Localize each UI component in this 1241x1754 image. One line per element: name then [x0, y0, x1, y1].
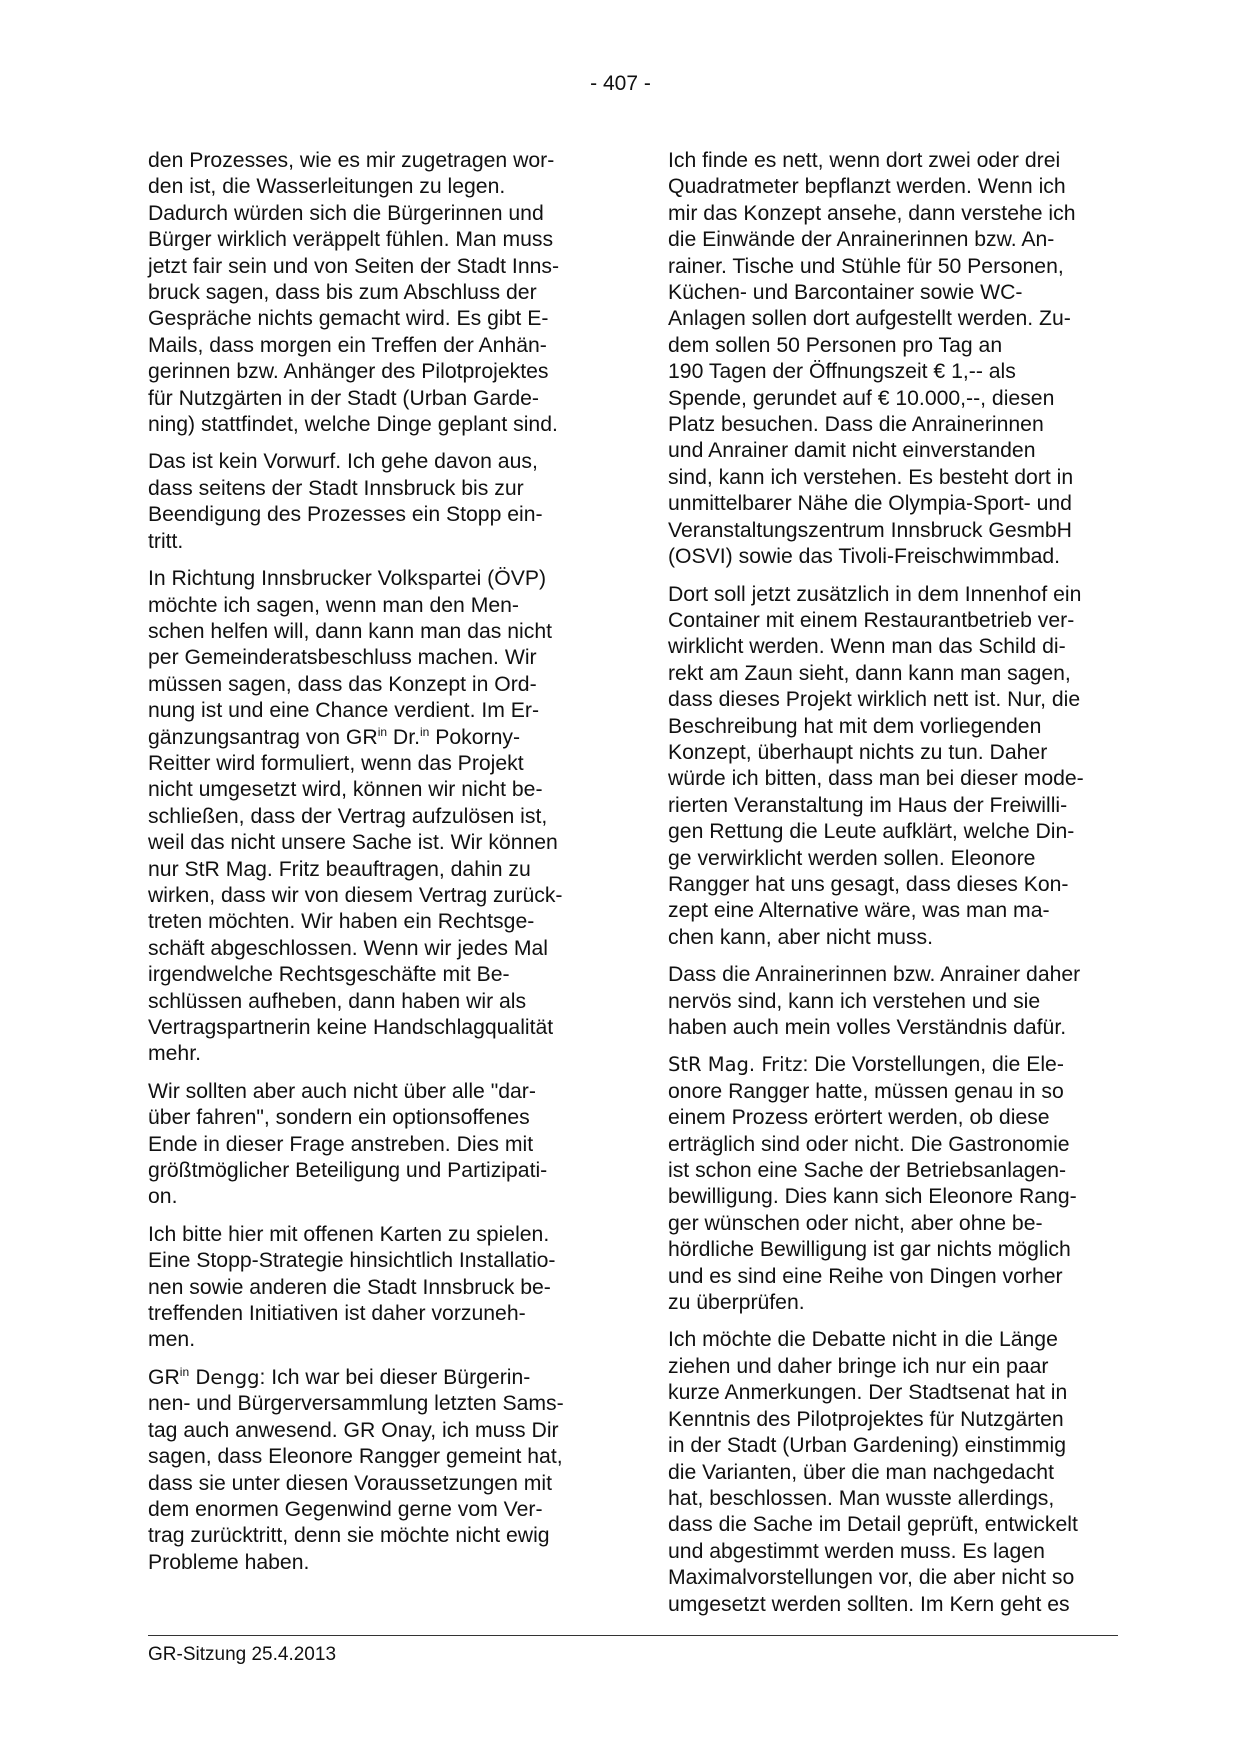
text-line: wirklicht werden. Wenn man das Schild di- [668, 635, 1066, 659]
speaker-line: StR Mag. Fritz: Die Vorstellungen, die Ele- [668, 1053, 1064, 1077]
text-line: Ich finde es nett, wenn dort zwei oder drei [668, 149, 1061, 172]
text-line: umgesetzt werden sollten. Im Kern geht es [668, 1592, 1070, 1616]
text-line: treffenden Initiativen ist daher vorzuneh- [148, 1302, 526, 1326]
text-line: den ist, die Wasserleitungen zu legen. [148, 175, 506, 199]
text-line: nicht umgesetzt wird, können wir nicht be- [148, 778, 543, 802]
speaker-line: $GR^{in}$ Dengg: Ich war bei dieser Bürgerin- [148, 1364, 531, 1389]
text-line: Ich möchte die Debatte nicht in die Länge [668, 1328, 1058, 1352]
text-line: und Anrainer damit nicht einverstanden [668, 439, 1036, 463]
text-line: würde ich bitten, dass man bei dieser mode- [668, 767, 1084, 791]
text-line: müssen sagen, dass das Konzept in Ord- [148, 672, 537, 696]
text-line: dass die Sache im Detail geprüft, entwickelt [668, 1513, 1078, 1537]
text-line: Quadratmeter bepflanzt werden. Wenn ich [668, 175, 1066, 199]
text-line: Bürger wirklich veräppelt fühlen. Man muss [148, 228, 554, 252]
text-line: nen sowie anderen die Stadt Innsbruck be- [148, 1275, 551, 1299]
text-line: dass sie unter diesen Voraussetzungen mit [148, 1471, 552, 1495]
text-line: onore Rangger hatte, müssen genau in so [668, 1079, 1064, 1103]
text-line: Maximalvorstellungen vor, die aber nicht so [668, 1566, 1075, 1590]
text-line: treten möchten. Wir haben ein Rechtsge- [148, 910, 535, 934]
text-line: Wir sollten aber auch nicht über alle "dar- [148, 1079, 536, 1103]
text-line: Küchen- und Barcontainer sowie WC- [668, 281, 1023, 305]
paragraph-lines [148, 1391, 598, 1576]
text-line: rekt am Zaun sieht, dann kann man sagen, [668, 661, 1071, 685]
text-line: hat, beschlossen. Man wusste allerdings, [668, 1486, 1055, 1510]
page-number: - 407 - [590, 72, 651, 95]
text-line: ning) stattfindet, welche Dinge geplant sind. [148, 413, 558, 437]
text-line: möchte ich sagen, wenn man den Men- [148, 593, 519, 617]
text-line: Probleme haben. [148, 1550, 310, 1574]
text-line: Konzept, überhaupt nichts zu tun. Daher [668, 740, 1048, 764]
text-line: Dort soll jetzt zusätzlich in dem Innenhof ein [668, 582, 1082, 606]
paragraph [668, 1052, 1118, 1316]
text-line: Spende, gerundet auf € 10.000,--, diesen [668, 386, 1055, 410]
text-line: irgendwelche Rechtsgeschäfte mit Be- [148, 963, 510, 987]
text-line: einem Prozess erörtert werden, ob diese [668, 1106, 1050, 1130]
text-line: größtmöglicher Beteiligung und Partizipati- [148, 1159, 548, 1183]
text-line: Ende in dieser Frage anstreben. Dies mit [148, 1132, 534, 1156]
speaker-name: StR Mag. Fritz [668, 1053, 803, 1077]
text-line: men. [148, 1328, 196, 1352]
text-line: Veranstaltungszentrum Innsbruck GesmbH [668, 518, 1072, 542]
text-line: (OSVI) sowie das Tivoli-Freischwimmbad. [668, 545, 1061, 569]
text-line: Dadurch würden sich die Bürgerinnen und [148, 201, 544, 225]
text-line: dem sollen 50 Personen pro Tag an [668, 333, 1003, 357]
text-line: dem enormen Gegenwind gerne vom Ver- [148, 1497, 543, 1521]
paragraph [668, 148, 1118, 571]
text-line: sagen, dass Eleonore Rangger gemeint hat, [148, 1445, 563, 1469]
text-line: tag auch anwesend. GR Onay, ich muss Dir [148, 1418, 559, 1442]
superscript: in [179, 1364, 190, 1379]
text-line: unmittelbarer Nähe die Olympia-Sport- und [668, 492, 1072, 516]
text-line: Gespräche nichts gemacht wird. Es gibt E- [148, 307, 549, 331]
footer-divider [148, 1635, 1118, 1636]
paragraph [148, 1222, 598, 1354]
text-line: und es sind eine Reihe von Dingen vorher [668, 1264, 1063, 1288]
text-line: wirken, dass wir von diesem Vertrag zurück- [148, 883, 563, 907]
text-line: hördliche Bewilligung ist gar nichts möglich [668, 1238, 1071, 1262]
text-line: die Einwände der Anrainerinnen bzw. An- [668, 228, 1055, 252]
text-line: ge verwirklicht werden sollen. Eleonore [668, 846, 1036, 870]
text-line: erträglich sind oder nicht. Die Gastronomie [668, 1132, 1070, 1156]
text-line: rainer. Tische und Stühle für 50 Personen, [668, 254, 1064, 278]
text-line: ziehen und daher bringe ich nur ein paar [668, 1354, 1049, 1378]
text-line: 190 Tagen der Öffnungszeit € 1,-- als [668, 360, 1016, 384]
text-line: nung ist und eine Chance verdient. Im Er- [148, 699, 540, 723]
text-line: über fahren", sondern ein optionsoffenes [148, 1106, 530, 1130]
text-line: ger wünschen oder nicht, aber ohne be- [668, 1211, 1043, 1235]
superscript: in [377, 724, 388, 739]
text-line: chen kann, aber nicht muss. [668, 925, 933, 949]
text-line: Eine Stopp-Strategie hinsichtlich Installatio- [148, 1249, 556, 1273]
paragraph [148, 566, 598, 1068]
footer-session-date: GR-Sitzung 25.4.2013 [148, 1644, 337, 1665]
text-line: mehr. [148, 1042, 201, 1066]
text-line: nen- und Bürgerversammlung letzten Sams- [148, 1392, 564, 1416]
right-column [668, 148, 1118, 1629]
text-line: trag zurücktritt, denn sie möchte nicht ewig [148, 1524, 550, 1548]
text-line: tritt. [148, 529, 184, 553]
text-line: zu überprüfen. [668, 1291, 805, 1315]
paragraph [668, 582, 1118, 952]
text-line: weil das nicht unsere Sache ist. Wir können [148, 831, 558, 855]
text-line: bewilligung. Dies kann sich Eleonore Rang- [668, 1185, 1077, 1209]
text-line: schlüssen aufheben, dann haben wir als [148, 989, 527, 1013]
text-line: rierten Veranstaltung im Haus der Freiwilli- [668, 793, 1068, 817]
text-line: Mails, dass morgen ein Treffen der Anhän- [148, 333, 547, 357]
text-line: in der Stadt (Urban Gardening) einstimmig [668, 1434, 1067, 1458]
text-line: Beschreibung hat mit dem vorliegenden [668, 714, 1042, 738]
superscript: in [420, 724, 430, 739]
text-line: schließen, dass der Vertrag aufzulösen ist, [148, 804, 548, 828]
text-line: dass dieses Projekt wirklich nett ist. Nur, die [668, 688, 1081, 712]
text-line: schen helfen will, dann kann man das nicht [148, 619, 552, 643]
text-line: In Richtung Innsbrucker Volkspartei (ÖVP) [148, 567, 547, 591]
text-line: nervös sind, kann ich verstehen und sie [668, 989, 1041, 1013]
text-line: haben auch mein volles Verständnis dafür. [668, 1016, 1067, 1039]
text-line: Reitter wird formuliert, wenn das Projekt [148, 751, 524, 775]
text-line: per Gemeinderatsbeschluss machen. Wir [148, 646, 537, 670]
text-line: die Varianten, über die man nachgedacht [668, 1460, 1054, 1484]
text-line: Container mit einem Restaurantbetrieb ver- [668, 608, 1075, 632]
paragraph-lines [148, 751, 598, 1068]
paragraph [148, 449, 598, 555]
text-line-with-superscripts: gänzungsantrag von $GR^{in}$ Dr.$^{in}$ Pokorny- [148, 724, 521, 749]
text-line: kurze Anmerkungen. Der Stadtsenat hat in [668, 1381, 1068, 1405]
text-line: gerinnen bzw. Anhänger des Pilotprojektes [148, 360, 549, 384]
paragraph [668, 1327, 1118, 1617]
text-line: Das ist kein Vorwurf. Ich gehe davon aus, [148, 450, 538, 474]
text-line: Beendigung des Prozesses ein Stopp ein- [148, 503, 543, 527]
speaker-name: Dengg [189, 1365, 260, 1389]
text-line: Platz besuchen. Dass die Anrainerinnen [668, 413, 1044, 437]
text-line: Dass die Anrainerinnen bzw. Anrainer daher [668, 963, 1081, 987]
text-line: nur StR Mag. Fritz beauftragen, dahin zu [148, 857, 531, 881]
text-line: für Nutzgärten in der Stadt (Urban Garde- [148, 386, 539, 410]
text-line: jetzt fair sein und von Seiten der Stadt Inns- [148, 254, 560, 278]
text-line: on. [148, 1185, 178, 1209]
text-line: mir das Konzept ansehe, dann verstehe ich [668, 201, 1076, 225]
text-line: zept eine Alternative wäre, was man ma- [668, 899, 1050, 923]
text-line: Kenntnis des Pilotprojektes für Nutzgärten [668, 1407, 1064, 1431]
paragraph [148, 148, 598, 438]
text-line: ist schon eine Sache der Betriebsanlagen- [668, 1159, 1067, 1183]
text-line: den Prozesses, wie es mir zugetragen wor- [148, 149, 555, 172]
text-line: dass seitens der Stadt Innsbruck bis zur [148, 476, 524, 500]
left-column [148, 148, 598, 1587]
text-line: und abgestimmt werden muss. Es lagen [668, 1539, 1045, 1563]
text-line: Rangger hat uns gesagt, dass dieses Kon- [668, 872, 1069, 896]
text-line: Anlagen sollen dort aufgestellt werden. Zu- [668, 307, 1071, 331]
paragraph-lines [148, 566, 598, 724]
text-line: schäft abgeschlossen. Wenn wir jedes Mal [148, 936, 549, 960]
paragraph [148, 1365, 598, 1576]
paragraph [668, 962, 1118, 1041]
text-line: gen Rettung die Leute aufklärt, welche Din- [668, 820, 1075, 844]
text-line: Vertragspartnerin keine Handschlagqualität [148, 1016, 554, 1039]
text-line: sind, kann ich verstehen. Es besteht dort in [668, 465, 1074, 489]
text-line: bruck sagen, dass bis zum Abschluss der [148, 281, 537, 305]
text-line: Ich bitte hier mit offenen Karten zu spielen. [148, 1222, 550, 1246]
paragraph-lines [668, 1079, 1118, 1317]
paragraph [148, 1079, 598, 1211]
